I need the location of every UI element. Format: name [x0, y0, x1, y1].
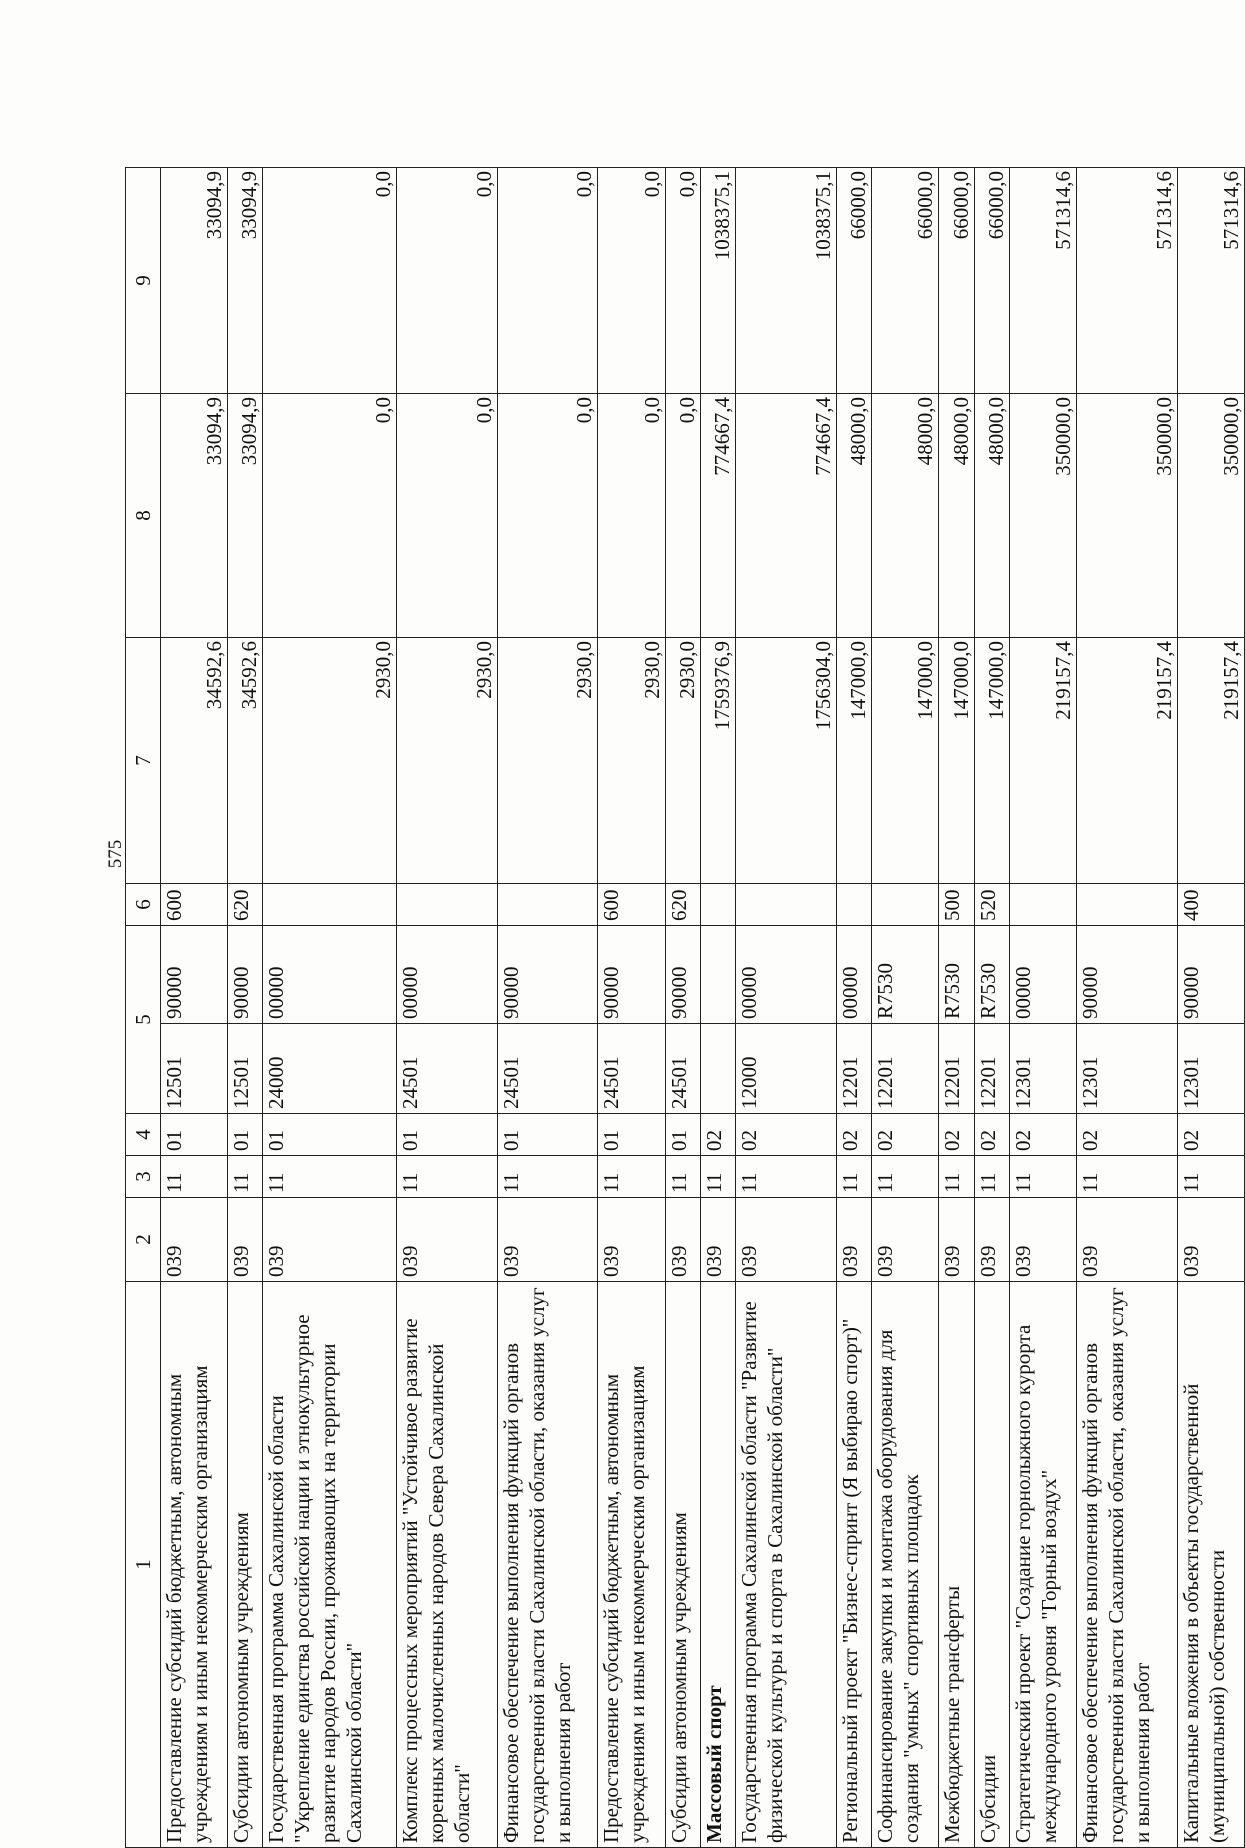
section-code-cell: 11	[1077, 1156, 1177, 1198]
expense-type-cell	[836, 884, 871, 926]
amount-col9-cell: 0,0	[262, 168, 397, 394]
subsection-code-cell: 02	[871, 1114, 938, 1156]
program-code-cell: 24000	[262, 1024, 397, 1114]
amount-col9-cell: 0,0	[665, 168, 700, 394]
glavbuh-code-cell: 039	[939, 1198, 974, 1282]
section-code-cell: 11	[497, 1156, 597, 1198]
expense-type-cell: 520	[974, 884, 1009, 926]
header-cell: 9	[126, 168, 161, 394]
program-code-cell: 12501	[227, 1024, 262, 1114]
direction-code-cell: R7530	[871, 926, 938, 1024]
glavbuh-code-cell: 039	[227, 1198, 262, 1282]
table-row	[262, 168, 397, 1848]
amount-col8-cell: 0,0	[397, 394, 497, 638]
section-code-cell: 11	[1177, 1156, 1244, 1198]
expense-type-cell	[497, 884, 597, 926]
header-cell: 8	[126, 394, 161, 638]
amount-col7-cell: 34592,6	[161, 638, 227, 884]
section-code-cell: 11	[262, 1156, 397, 1198]
glavbuh-code-cell: 039	[497, 1198, 597, 1282]
header-cell: 7	[126, 638, 161, 884]
row-name-cell: Региональный проект "Бизнес-спринт (Я выбираю спорт)"	[836, 1282, 871, 1848]
section-code-cell: 11	[836, 1156, 871, 1198]
subsection-code-cell: 02	[1177, 1114, 1244, 1156]
header-cell: 3	[126, 1156, 161, 1198]
subsection-code-cell: 02	[1009, 1114, 1076, 1156]
row-name-cell: Субсидии	[974, 1282, 1009, 1848]
glavbuh-code-cell: 039	[1177, 1198, 1244, 1282]
header-cell: 6	[126, 884, 161, 926]
subsection-code-cell: 02	[974, 1114, 1009, 1156]
table-row	[397, 168, 497, 1848]
program-code-cell: 24501	[665, 1024, 700, 1114]
amount-col8-cell: 350000,0	[1177, 394, 1244, 638]
section-code-cell: 11	[871, 1156, 938, 1198]
row-name-cell: Государственная программа Сахалинской области "Развитие физической культуры и спорта в Сахалинской области"	[736, 1282, 836, 1848]
table-row	[700, 168, 735, 1848]
table-row	[974, 168, 1009, 1848]
amount-col7-cell: 2930,0	[665, 638, 700, 884]
page-number: 575	[105, 839, 126, 869]
section-code-cell: 11	[736, 1156, 836, 1198]
expense-type-cell	[262, 884, 397, 926]
table-row	[871, 168, 938, 1848]
table-row	[1009, 168, 1076, 1848]
subsection-code-cell: 02	[939, 1114, 974, 1156]
row-name-cell: Субсидии автономным учреждениям	[227, 1282, 262, 1848]
program-code-cell: 12301	[1077, 1024, 1177, 1114]
glavbuh-code-cell: 039	[397, 1198, 497, 1282]
amount-col9-cell: 1038375,1	[736, 168, 836, 394]
program-code-cell: 12201	[939, 1024, 974, 1114]
subsection-code-cell: 02	[736, 1114, 836, 1156]
amount-col9-cell: 571314,6	[1009, 168, 1076, 394]
direction-code-cell: 00000	[1009, 926, 1076, 1024]
amount-col9-cell: 33094,9	[227, 168, 262, 394]
amount-col8-cell: 0,0	[598, 394, 665, 638]
direction-code-cell	[700, 926, 735, 1024]
direction-code-cell: R7530	[939, 926, 974, 1024]
subsection-code-cell: 01	[497, 1114, 597, 1156]
expense-type-cell: 620	[227, 884, 262, 926]
program-code-cell: 12201	[974, 1024, 1009, 1114]
amount-col9-cell: 1038375,1	[700, 168, 735, 394]
row-name-cell: Финансовое обеспечение выполнения функций органов государственной власти Сахалинской области, оказания услуг и выполнения работ	[497, 1282, 597, 1848]
amount-col7-cell: 147000,0	[871, 638, 938, 884]
direction-code-cell: 90000	[161, 926, 227, 1024]
glavbuh-code-cell: 039	[1009, 1198, 1076, 1282]
budget-table	[125, 167, 1245, 1848]
table-row	[836, 168, 871, 1848]
section-code-cell: 11	[1009, 1156, 1076, 1198]
amount-col8-cell: 33094,9	[161, 394, 227, 638]
amount-col8-cell: 350000,0	[1077, 394, 1177, 638]
direction-code-cell: 90000	[1177, 926, 1244, 1024]
amount-col9-cell: 66000,0	[974, 168, 1009, 394]
amount-col9-cell: 0,0	[397, 168, 497, 394]
direction-code-cell: 90000	[227, 926, 262, 1024]
program-code-cell: 12501	[161, 1024, 227, 1114]
glavbuh-code-cell: 039	[665, 1198, 700, 1282]
glavbuh-code-cell: 039	[871, 1198, 938, 1282]
amount-col7-cell: 147000,0	[836, 638, 871, 884]
amount-col8-cell: 48000,0	[974, 394, 1009, 638]
section-code-cell: 11	[598, 1156, 665, 1198]
direction-code-cell: 90000	[1077, 926, 1177, 1024]
amount-col8-cell: 48000,0	[836, 394, 871, 638]
amount-col7-cell: 1759376,9	[700, 638, 735, 884]
section-code-cell: 11	[974, 1156, 1009, 1198]
subsection-code-cell: 01	[397, 1114, 497, 1156]
table-row	[939, 168, 974, 1848]
direction-code-cell: 00000	[736, 926, 836, 1024]
amount-col8-cell: 33094,9	[227, 394, 262, 638]
glavbuh-code-cell: 039	[974, 1198, 1009, 1282]
amount-col8-cell: 774667,4	[700, 394, 735, 638]
amount-col9-cell: 66000,0	[939, 168, 974, 394]
direction-code-cell: R7530	[974, 926, 1009, 1024]
row-name-cell: Комплекс процессных мероприятий "Устойчивое развитие коренных малочисленных народов Севера Сахалинской области"	[397, 1282, 497, 1848]
section-code-cell: 11	[161, 1156, 227, 1198]
expense-type-cell: 500	[939, 884, 974, 926]
amount-col9-cell: 66000,0	[871, 168, 938, 394]
expense-type-cell	[1077, 884, 1177, 926]
glavbuh-code-cell: 039	[700, 1198, 735, 1282]
amount-col8-cell: 0,0	[262, 394, 397, 638]
expense-type-cell: 620	[665, 884, 700, 926]
table-row	[1077, 168, 1177, 1848]
amount-col7-cell: 147000,0	[939, 638, 974, 884]
amount-col7-cell: 219157,4	[1077, 638, 1177, 884]
section-code-cell: 11	[227, 1156, 262, 1198]
amount-col7-cell: 1756304,0	[736, 638, 836, 884]
amount-col8-cell: 350000,0	[1009, 394, 1076, 638]
amount-col9-cell: 571314,6	[1177, 168, 1244, 394]
amount-col7-cell: 2930,0	[397, 638, 497, 884]
subsection-code-cell: 02	[1077, 1114, 1177, 1156]
glavbuh-code-cell: 039	[262, 1198, 397, 1282]
amount-col8-cell: 774667,4	[736, 394, 836, 638]
row-name-cell: Государственная программа Сахалинской области "Укрепление единства российской нации и этнокультурное развитие народов России, проживающих на территории Сахалинской области"	[262, 1282, 397, 1848]
glavbuh-code-cell: 039	[1077, 1198, 1177, 1282]
row-name-cell: Капитальные вложения в объекты государственной (муниципальной) собственности	[1177, 1282, 1244, 1848]
amount-col8-cell: 48000,0	[871, 394, 938, 638]
subsection-code-cell: 01	[598, 1114, 665, 1156]
table-row	[736, 168, 836, 1848]
program-code-cell: 12201	[836, 1024, 871, 1114]
row-name-cell: Субсидии автономным учреждениям	[665, 1282, 700, 1848]
amount-col9-cell: 66000,0	[836, 168, 871, 394]
amount-col8-cell: 0,0	[665, 394, 700, 638]
direction-code-cell: 90000	[598, 926, 665, 1024]
subsection-code-cell: 01	[262, 1114, 397, 1156]
glavbuh-code-cell: 039	[161, 1198, 227, 1282]
section-code-cell: 11	[397, 1156, 497, 1198]
subsection-code-cell: 01	[665, 1114, 700, 1156]
expense-type-cell	[700, 884, 735, 926]
expense-type-cell: 400	[1177, 884, 1244, 926]
row-name-cell: Финансовое обеспечение выполнения функций органов государственной власти Сахалинской области, оказания услуг и выполнения работ	[1077, 1282, 1177, 1848]
subsection-code-cell: 02	[700, 1114, 735, 1156]
row-name-cell: Стратегический проект "Создание горнолыжного курорта международного уровня "Горный воздух"	[1009, 1282, 1076, 1848]
amount-col9-cell: 571314,6	[1077, 168, 1177, 394]
program-code-cell: 12301	[1177, 1024, 1244, 1114]
header-cell: 1	[126, 1282, 161, 1848]
amount-col7-cell: 219157,4	[1009, 638, 1076, 884]
amount-col7-cell: 2930,0	[262, 638, 397, 884]
amount-col7-cell: 2930,0	[497, 638, 597, 884]
direction-code-cell: 00000	[262, 926, 397, 1024]
section-code-cell: 11	[700, 1156, 735, 1198]
expense-type-cell: 600	[598, 884, 665, 926]
table-row	[665, 168, 700, 1848]
program-code-cell: 12000	[736, 1024, 836, 1114]
program-code-cell: 24501	[497, 1024, 597, 1114]
program-code-cell	[700, 1024, 735, 1114]
glavbuh-code-cell: 039	[836, 1198, 871, 1282]
row-name-cell: Предоставление субсидий бюджетным, автономным учреждениям и иным некоммерческим организациям	[161, 1282, 227, 1848]
amount-col7-cell: 2930,0	[598, 638, 665, 884]
header-cell: 5	[126, 926, 161, 1114]
program-code-cell: 24501	[598, 1024, 665, 1114]
row-name-cell: Массовый спорт	[700, 1282, 735, 1848]
header-cell: 2	[126, 1198, 161, 1282]
glavbuh-code-cell: 039	[598, 1198, 665, 1282]
amount-col9-cell: 33094,9	[161, 168, 227, 394]
section-code-cell: 11	[665, 1156, 700, 1198]
table-row	[227, 168, 262, 1848]
amount-col9-cell: 0,0	[598, 168, 665, 394]
row-name-cell: Софинансирование закупки и монтажа оборудования для создания "умных" спортивных площадок	[871, 1282, 938, 1848]
expense-type-cell	[736, 884, 836, 926]
header-row	[126, 168, 161, 1848]
subsection-code-cell: 02	[836, 1114, 871, 1156]
direction-code-cell: 90000	[665, 926, 700, 1024]
row-name-cell: Межбюджетные трансферты	[939, 1282, 974, 1848]
amount-col9-cell: 0,0	[497, 168, 597, 394]
subsection-code-cell: 01	[161, 1114, 227, 1156]
program-code-cell: 12201	[871, 1024, 938, 1114]
glavbuh-code-cell: 039	[736, 1198, 836, 1282]
direction-code-cell: 90000	[497, 926, 597, 1024]
expense-type-cell	[1009, 884, 1076, 926]
row-name-cell: Предоставление субсидий бюджетным, автономным учреждениям и иным некоммерческим организациям	[598, 1282, 665, 1848]
table-row	[1177, 168, 1244, 1848]
expense-type-cell: 600	[161, 884, 227, 926]
table-row	[497, 168, 597, 1848]
amount-col7-cell: 147000,0	[974, 638, 1009, 884]
direction-code-cell: 00000	[397, 926, 497, 1024]
amount-col7-cell: 34592,6	[227, 638, 262, 884]
table-row	[161, 168, 227, 1848]
expense-type-cell	[871, 884, 938, 926]
amount-col8-cell: 0,0	[497, 394, 597, 638]
direction-code-cell: 00000	[836, 926, 871, 1024]
amount-col7-cell: 219157,4	[1177, 638, 1244, 884]
program-code-cell: 24501	[397, 1024, 497, 1114]
table-body	[126, 168, 1245, 1848]
subsection-code-cell: 01	[227, 1114, 262, 1156]
header-cell: 4	[126, 1114, 161, 1156]
table-row	[598, 168, 665, 1848]
section-code-cell: 11	[939, 1156, 974, 1198]
program-code-cell: 12301	[1009, 1024, 1076, 1114]
amount-col8-cell: 48000,0	[939, 394, 974, 638]
expense-type-cell	[397, 884, 497, 926]
